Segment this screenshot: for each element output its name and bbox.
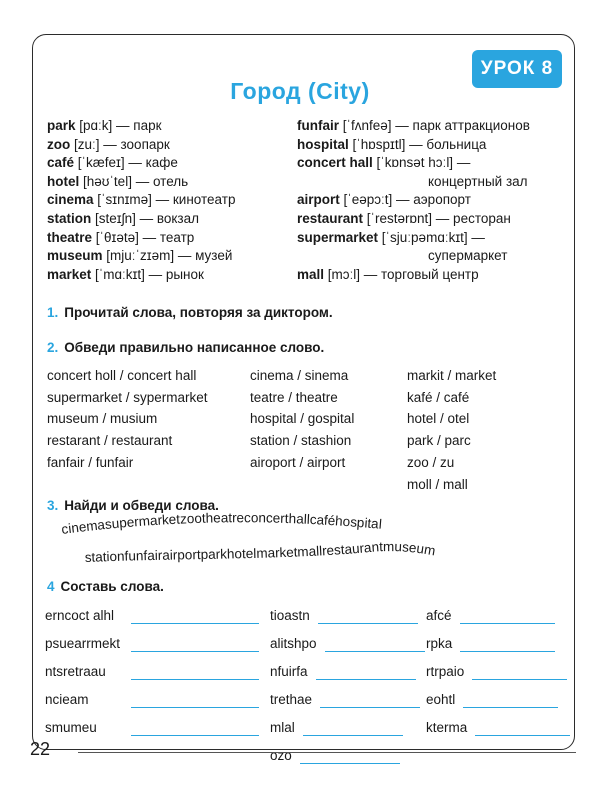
vocab-translation: [ˈrestərɒnt] — ресторан	[363, 210, 511, 226]
vocab-translation: [ˈmɑːkɪt] — рынок	[91, 266, 204, 282]
anagram-letters: smumeu	[45, 720, 97, 735]
answer-line[interactable]	[131, 607, 259, 624]
anagram-row	[45, 658, 259, 686]
vocab-entry	[297, 191, 530, 210]
vocab-word: zoo	[47, 136, 71, 152]
anagram-letters: tioastn	[270, 608, 310, 623]
vocab-entry	[47, 173, 235, 192]
word-snake-line-1	[61, 512, 383, 537]
task-1	[47, 305, 333, 320]
word-choice-pair: markit / market	[407, 368, 497, 383]
anagram-row	[270, 658, 425, 686]
vocab-entry	[47, 210, 235, 229]
task-3-number: 3.	[47, 498, 59, 513]
vocab-word: theatre	[47, 229, 93, 245]
vocab-translation: [pɑːk] — парк	[75, 118, 162, 133]
vocab-word: concert hall	[297, 155, 373, 171]
answer-line[interactable]	[318, 607, 418, 624]
vocab-entry	[297, 229, 530, 248]
page-title: Город (City)	[230, 78, 370, 104]
word-choice-pair: hotel / otel	[407, 411, 470, 427]
word-choice-pair: fanfair / funfair	[47, 454, 134, 470]
anagram-row	[270, 714, 425, 742]
bottom-rule	[78, 752, 576, 753]
answer-line[interactable]	[475, 719, 570, 736]
vocab-translation: [ˈeəpɔːt] — аэропорт	[339, 192, 471, 208]
vocab-entry	[297, 154, 530, 173]
anagram-letters: psuearrmekt	[45, 636, 121, 651]
anagram-row	[426, 602, 570, 630]
vocab-translation: [ˈkæfeɪ] — кафе	[74, 155, 178, 171]
vocab-translation: концертный зал	[428, 173, 528, 189]
vocab-word: café	[47, 155, 75, 171]
vocab-entry	[297, 117, 530, 136]
word-choice-pair: airoport / airport	[250, 454, 346, 470]
task-2	[47, 340, 324, 355]
vocab-word: cinema	[47, 192, 94, 208]
anagram-row	[270, 686, 425, 714]
vocab-translation: [ˈθɪətə] — театр	[92, 229, 195, 245]
anagram-letters: mlal	[270, 720, 295, 735]
vocab-word: park	[47, 118, 76, 133]
task-2-column-1	[47, 365, 208, 474]
anagram-row	[270, 602, 425, 630]
vocab-entry	[297, 136, 530, 155]
word-snake-line-2	[84, 539, 436, 565]
vocab-translation: [mjuːˈzɪəm] — музей	[102, 248, 233, 264]
answer-line[interactable]	[131, 719, 259, 736]
word-choice-pair: museum / musium	[47, 411, 158, 427]
word-choice-pair: supermarket / sypermarket	[47, 389, 208, 405]
word-choice-pair: hospital / gospital	[250, 411, 355, 427]
answer-line[interactable]	[316, 663, 416, 680]
task-2-column-2	[250, 365, 354, 474]
anagram-row	[426, 686, 570, 714]
word-choice-pair: teatre / theatre	[250, 389, 338, 405]
answer-line[interactable]	[131, 635, 259, 652]
vocab-word: restaurant	[297, 210, 364, 226]
vocab-translation: [ˈkɒnsət hɔːl] —	[372, 155, 471, 171]
vocab-translation: [zuː] — зоопарк	[70, 136, 170, 152]
word-choice-pair: cinema / sinema	[250, 368, 349, 383]
anagram-letters: rtrpaio	[426, 664, 465, 679]
vocab-list-left	[47, 117, 235, 284]
task-4-number: 4	[47, 579, 55, 594]
anagram-row	[426, 630, 570, 658]
anagram-letters: nfuirfa	[270, 664, 308, 679]
anagrams-column-1	[45, 602, 259, 742]
word-choice-pair: kafé / café	[407, 389, 470, 405]
vocab-entry	[297, 173, 530, 192]
answer-line[interactable]	[320, 691, 420, 708]
anagram-row	[270, 742, 425, 770]
lesson-badge: УРОК 8	[472, 50, 562, 88]
anagram-row	[45, 602, 259, 630]
vocab-entry	[47, 191, 235, 210]
anagram-letters: ozo	[270, 748, 292, 763]
vocab-word: hotel	[47, 173, 80, 189]
anagram-letters: alitshpo	[270, 636, 317, 651]
vocab-entry	[47, 266, 235, 285]
answer-line[interactable]	[131, 663, 259, 680]
word-snake-line-2-text: stationfunfairairportparkhotelmarketmallrestaurantmuseum	[84, 539, 437, 565]
vocab-entry	[297, 210, 530, 229]
anagrams-column-3	[426, 602, 570, 742]
vocab-entry	[47, 247, 235, 266]
word-choice-pair: restarant / restaurant	[47, 433, 173, 449]
answer-line[interactable]	[300, 747, 400, 764]
anagram-row	[270, 630, 425, 658]
word-choice-pair: park / parc	[407, 433, 471, 449]
vocab-translation: [ˈfʌnfeə] — парк аттракционов	[339, 118, 530, 133]
task-2-number: 2.	[47, 340, 59, 355]
task-2-text: Обведи правильно написанное слово.	[64, 340, 325, 355]
task-4	[47, 579, 164, 594]
anagram-letters: ntsretraau	[45, 664, 106, 679]
task-1-text: Прочитай слова, повторяя за диктором.	[64, 305, 333, 320]
anagram-letters: eohtl	[426, 692, 456, 707]
vocab-word: museum	[47, 248, 103, 264]
vocab-word: supermarket	[297, 229, 379, 245]
anagram-row	[45, 686, 259, 714]
anagram-letters: afcé	[426, 608, 452, 623]
word-choice-pair: zoo / zu	[407, 454, 455, 470]
vocab-list-right	[297, 117, 530, 284]
answer-line[interactable]	[472, 663, 567, 680]
vocab-word: funfair	[297, 118, 339, 133]
vocab-entry	[47, 136, 235, 155]
word-choice-pair: station / stashion	[250, 433, 352, 449]
vocab-entry	[47, 229, 235, 248]
vocab-entry	[47, 117, 235, 136]
anagram-letters: kterma	[426, 720, 468, 735]
anagram-row	[426, 658, 570, 686]
vocab-word: hospital	[297, 136, 349, 152]
answer-line[interactable]	[325, 635, 425, 652]
anagram-letters: ncieam	[45, 692, 89, 707]
anagrams-column-2	[270, 602, 425, 770]
answer-line[interactable]	[463, 691, 558, 708]
answer-line[interactable]	[303, 719, 403, 736]
vocab-word: mall	[297, 266, 325, 282]
vocab-translation: [ˈhɒspɪtl] — больница	[348, 136, 487, 152]
task-2-column-3	[407, 365, 496, 495]
vocab-translation: [ˈsɪnɪmə] — кинотеатр	[93, 192, 236, 208]
anagram-letters: trethae	[270, 692, 313, 707]
vocab-translation: [mɔːl] — торговый центр	[324, 266, 479, 282]
anagram-row	[45, 714, 259, 742]
vocab-translation: [həʊˈtel] — отель	[79, 173, 189, 189]
anagram-row	[45, 630, 259, 658]
task-1-number: 1.	[47, 305, 59, 320]
vocab-entry	[297, 247, 530, 266]
anagram-row	[426, 714, 570, 742]
answer-line[interactable]	[460, 607, 555, 624]
word-choice-pair: moll / mall	[407, 476, 468, 492]
page-number: 22	[30, 739, 51, 759]
vocab-translation: [steɪʃn] — вокзал	[91, 210, 200, 226]
vocab-entry	[47, 154, 235, 173]
vocab-translation: супермаркет	[428, 248, 508, 264]
task-4-text: Составь слова.	[60, 579, 164, 594]
vocab-word: airport	[297, 192, 340, 208]
answer-line[interactable]	[131, 691, 259, 708]
task-3	[47, 498, 219, 513]
task-3-text: Найди и обведи слова.	[64, 498, 219, 513]
vocab-translation: [ˈsjuːpəmɑːkɪt] —	[378, 229, 485, 245]
anagram-letters: rpka	[426, 636, 453, 651]
word-choice-pair: concert holl / concert hall	[47, 368, 197, 383]
vocab-entry	[297, 266, 530, 285]
word-snake-line-1-text: cinemasupermarketzootheatreconcerthallcaféhospital	[60, 512, 383, 537]
anagram-letters: erncoct alhl	[45, 608, 115, 623]
vocab-word: station	[47, 210, 92, 226]
vocab-word: market	[47, 266, 92, 282]
answer-line[interactable]	[460, 635, 555, 652]
